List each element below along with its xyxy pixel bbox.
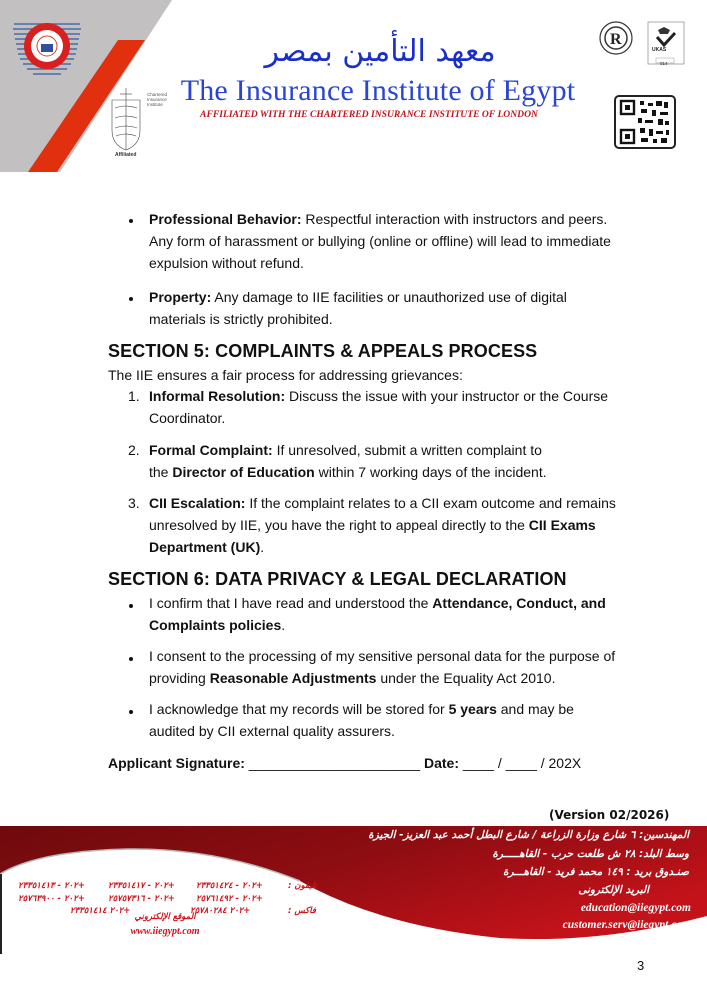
step-text: Discuss the issue with your instructor or the Course [289, 388, 609, 404]
address-mohandessin: المهندسين: ٦ شارع وزارة الزراعة / شارع البطل أحمد عبد العزيز- الجيزة [368, 829, 689, 841]
ukas-number: 014 [660, 61, 668, 66]
ukas-label: UKAS [652, 47, 667, 53]
declaration-text: providing [149, 670, 206, 686]
qr-code-icon[interactable] [615, 96, 675, 148]
section-5-intro: The IIE ensures a fair process for addressing grievances: [108, 367, 463, 383]
svg-text:R: R [610, 31, 622, 48]
bullet-icon [129, 657, 133, 661]
bullet-icon [129, 710, 133, 714]
step-text: If unresolved, submit a written complaint to [276, 442, 542, 458]
ukas-accreditation-icon [648, 22, 684, 64]
signature-row [108, 752, 581, 774]
complaint-step-formal [149, 439, 547, 483]
phone-number[interactable]: +٢٠٢ - ٢٥٧٦٣٩٠٠ [18, 894, 85, 904]
website-link[interactable]: www.iiegypt.com [130, 926, 200, 937]
email-education[interactable]: education@iiegypt.com [580, 902, 691, 914]
step-bold-text: CII Exams [528, 517, 596, 533]
step-bold-text: Department (UK) [149, 539, 261, 555]
address-po-box: صنـدوق بريد : ١٤٩ محمد فريد - القاهـــرة [502, 866, 689, 878]
registered-certification-icon [600, 22, 632, 54]
phone-number[interactable]: +٢٠٢ - ٢٣٣٥١٤١٣ [18, 881, 85, 891]
bullet-property [149, 286, 567, 330]
cii-affiliated-label: Affiliated [115, 152, 137, 158]
complaint-step-informal [149, 385, 608, 429]
bullet-professional-behavior [149, 208, 611, 274]
list-number: 3. [128, 495, 140, 511]
declaration-text: I acknowledge that my records will be stored for [149, 701, 445, 717]
step-text: unresolved by IIE, you have the right to appeal directly to the [149, 517, 525, 533]
bullet-text: Respectful interaction with instructors and peers. [305, 211, 608, 227]
cii-text-line: Institute [147, 102, 163, 107]
cii-logo-text [147, 92, 167, 107]
affiliation-line: AFFILIATED WITH THE CHARTERED INSURANCE INSTITUTE OF LONDON [200, 109, 538, 120]
bullet-text: materials is strictly prohibited. [149, 311, 333, 327]
signature-field[interactable]: ______________________ [248, 755, 421, 771]
bullet-bold-label: Professional Behavior: [149, 211, 302, 227]
section-5-heading: SECTION 5: COMPLAINTS & APPEALS PROCESS [108, 341, 538, 361]
step-text: Coordinator. [149, 410, 226, 426]
phone-number[interactable]: +٢٠٢ - ٢٣٣٥١٤٢٤ [196, 881, 263, 891]
fax-number[interactable]: +٢٠٢ ٢٥٧٨٠٢٨٤ [190, 906, 251, 916]
page-number: 3 [637, 958, 645, 973]
version-label: (Version 02/2026) [549, 808, 670, 822]
list-number: 2. [128, 442, 140, 458]
declaration-records [149, 698, 574, 742]
declaration-bold-text: Attendance, Conduct, and [432, 595, 606, 611]
cii-text-line: Insurance [147, 97, 167, 102]
declaration-policies [149, 592, 606, 636]
cii-crest-icon [112, 88, 140, 150]
date-field[interactable]: ____ / ____ / 202X [462, 755, 582, 771]
bullet-icon [129, 604, 133, 608]
declaration-text: I consent to the processing of my sensitive personal data for the purpose of [149, 648, 616, 664]
declaration-bold-text: 5 years [448, 701, 497, 717]
phone-number[interactable]: +٢٠٢ - ٢٥٧٦١٤٩٢ [196, 894, 263, 904]
address-downtown: وسط البلد: ٢٨ ش طلعت حرب - القاهـــــرة [492, 848, 689, 860]
step-text: the [149, 464, 169, 480]
bullet-text: Any form of harassment or bullying (online or offline) will lead to immediate [149, 233, 611, 249]
step-bold-label: Informal Resolution: [149, 388, 286, 404]
bullet-icon [129, 219, 133, 223]
footer-left-rule [0, 874, 2, 954]
declaration-bold-text: Complaints policies [149, 617, 282, 633]
fax-label: فاكس : [288, 906, 316, 916]
email-customer-service[interactable]: customer.serv@iiegypt.com [562, 919, 691, 931]
cii-text-line: Chartered [147, 92, 168, 97]
grey-diagonal-band [0, 0, 172, 172]
bullet-icon [129, 297, 133, 301]
step-bold-label: CII Escalation: [149, 495, 246, 511]
date-label: Date: [423, 755, 459, 771]
declaration-text: under the Equality Act 2010. [380, 670, 556, 686]
step-text: . [260, 539, 265, 555]
step-bold-label: Formal Complaint: [149, 442, 273, 458]
fax-number[interactable]: +٢٠٢ ٢٣٣٥١٤١٤ [70, 906, 131, 916]
website-label: الموقع الإلكتروني [134, 912, 196, 922]
declaration-bold-text: Reasonable Adjustments [209, 670, 377, 686]
list-number: 1. [128, 388, 140, 404]
declaration-text: . [281, 617, 286, 633]
email-label: البريد الإلكترونى [578, 884, 649, 896]
bullet-text: expulsion without refund. [149, 255, 304, 271]
arabic-institute-name: معهد التأمين بمصر [264, 34, 496, 69]
phone-label: تليفون : [288, 881, 318, 891]
letterhead-header [0, 0, 707, 172]
section-6-heading: SECTION 6: DATA PRIVACY & LEGAL DECLARATION [108, 569, 567, 589]
declaration-text: and may be [500, 701, 574, 717]
declaration-text: I confirm that I have read and understood the [149, 595, 429, 611]
bullet-bold-label: Property: [149, 289, 212, 305]
phone-number[interactable]: +٢٠٢ - ٢٣٣٥١٤١٧ [108, 881, 175, 891]
signature-label: Applicant Signature: [108, 755, 245, 771]
complaint-step-escalation [149, 492, 616, 558]
step-text: If the complaint relates to a CII exam outcome and remains [249, 495, 616, 511]
declaration-text: audited by CII external quality assurers. [149, 723, 395, 739]
institute-name: The Insurance Institute of Egypt [180, 74, 576, 107]
declaration-consent [149, 645, 615, 689]
step-bold-text: Director of Education [172, 464, 315, 480]
step-text: within 7 working days of the incident. [318, 464, 547, 480]
bullet-text: Any damage to IIE facilities or unauthorized use of digital [214, 289, 567, 305]
phone-number[interactable]: +٢٠٢ - ٢٥٧٥٧٣١٦ [108, 894, 175, 904]
